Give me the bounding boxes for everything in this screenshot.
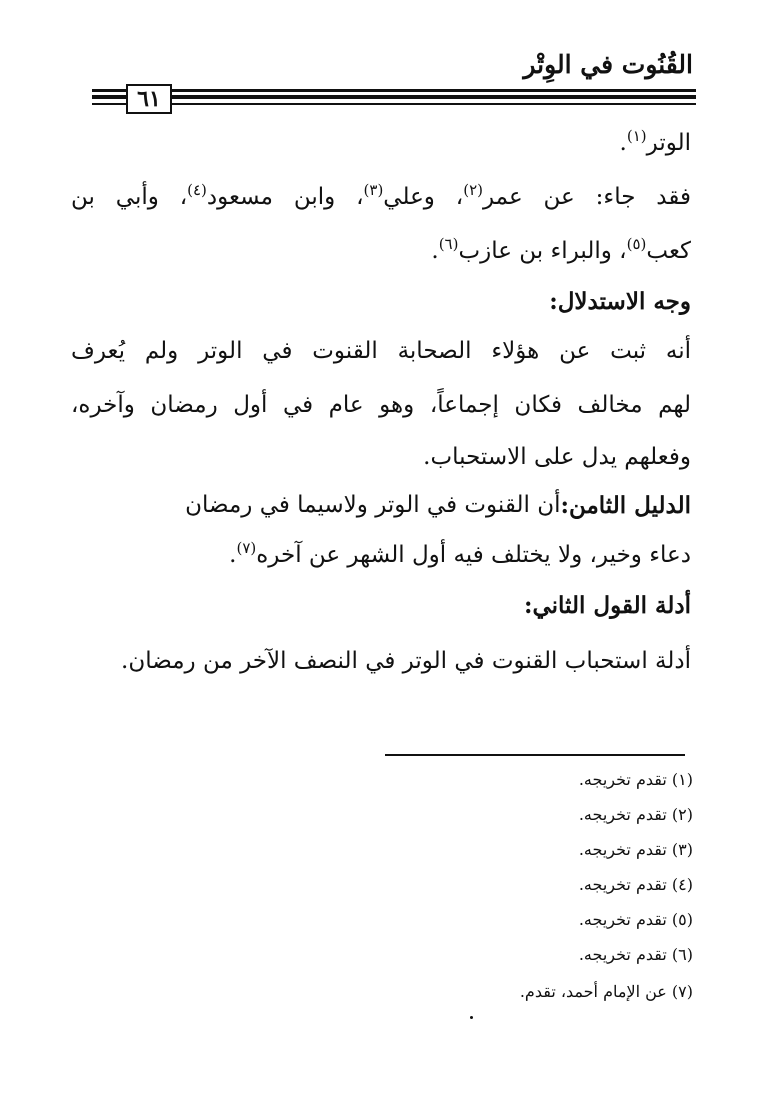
section-heading-second-opinion: أدلة القول الثاني: [523,592,691,619]
text-line-8 [71,492,691,519]
eighth-evidence-label: الدليل الثامن: [560,492,691,519]
stray-dot-mark [470,1016,473,1019]
header-rule-middle [92,95,696,99]
footnote-reference[interactable]: (٤) [187,181,207,199]
text-line-6: لهم مخالف فكان إجماعاً، وهو عام في أول رمضان وآخره، [71,392,691,418]
footnote-reference[interactable]: (٢) [463,181,483,199]
footnote-2: (٢) تقدم تخريجه. [578,805,693,824]
page-number: ٦١ [126,84,172,114]
text-line-2: فقد جاء: عن عمر$^{(٢)}$، وعلي$^{(٣)}$، وابن مسعود$^{(٤)}$، وأبي بن [71,181,691,210]
text-line-7: وفعلهم يدل على الاستحباب. [423,444,691,470]
text-line-5: أنه ثبت عن هؤلاء الصحابة القنوت في الوتر ولم يُعرف [71,338,691,364]
header-rule-top [92,89,696,92]
footnote-6: (٦) تقدم تخريجه. [578,945,693,964]
footnote-reference[interactable]: (٣) [363,181,384,199]
footnote-3: (٣) تقدم تخريجه. [578,840,693,859]
text-line-9: دعاء وخير، ولا يختلف فيه أول الشهر عن آخره$^{(٧)}$. [229,539,691,568]
footnote-reference[interactable]: (٥) [626,235,647,253]
section-heading-evidence: وجه الاستدلال: [549,288,691,315]
text-line-3: كعب$^{(٥)}$، والبراء بن عازب$^{(٦)}$. [431,235,691,264]
footnote-reference[interactable]: (١) [626,127,647,145]
footnote-separator [385,754,685,756]
footnote-1: (١) تقدم تخريجه. [578,770,693,789]
text-line-11: أدلة استحباب القنوت في الوتر في النصف الآخر من رمضان. [121,648,691,674]
eighth-evidence-text: أن القنوت في الوتر ولاسيما في رمضان [185,492,561,518]
text-line-1: الوتر$^{(١)}$. [619,127,691,156]
footnote-4: (٤) تقدم تخريجه. [578,875,693,894]
footnote-reference[interactable]: (٦) [438,235,459,253]
footnote-reference[interactable]: (٧) [236,539,257,557]
header-rule-bottom [92,103,696,105]
footnote-5: (٥) تقدم تخريجه. [578,910,693,929]
footnote-7: (٧) عن الإمام أحمد، تقدم. [519,982,693,1001]
running-title: القُنُوت في الوِتْر [523,50,693,79]
